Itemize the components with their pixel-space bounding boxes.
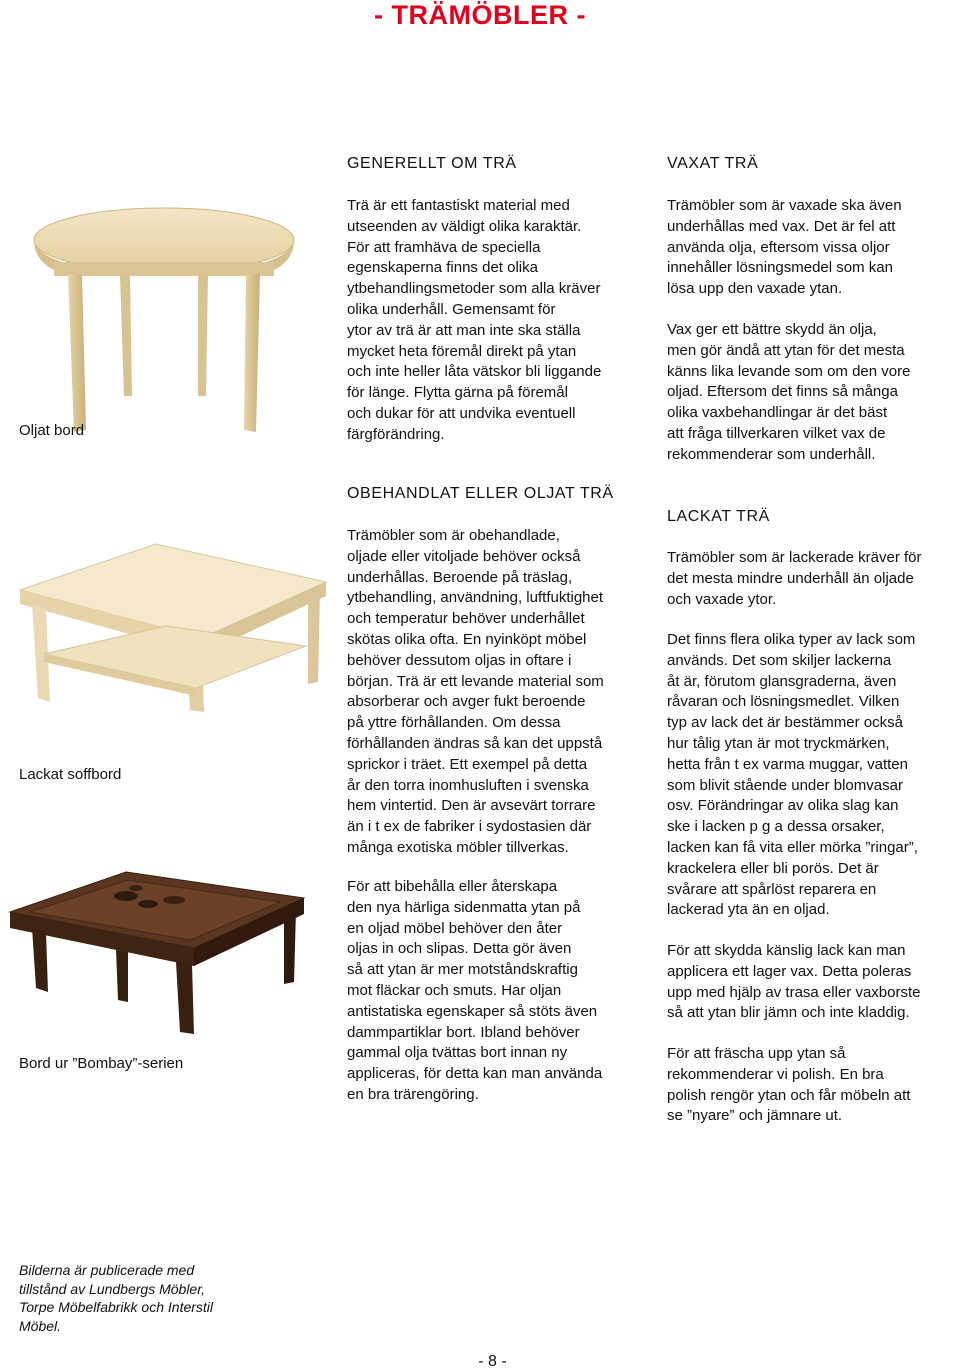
paragraph-waxed-wood-2: Vax ger ett bättre skydd än olja, men gör ändå att ytan för det mesta känns lika levande som om den vore oljad. Eftersom det finns så många olika vaxbehandlingar är det bäst att fråga tillverkaren vilket vax de rekommenderar som underhåll. [667, 321, 911, 463]
paragraph-general-wood: Trä är ett fantastiskt material med utseenden av väldigt olika karaktär. För att framhäva de speciella egenskaperna finns det olika ytbehandlingsmetoder som alla kräver olika underhåll. Gemensamt för ytor av trä är att man inte ska ställa mycket heta föremål direkt på ytan och inte heller låta vätskor bli liggande för länge. Flytta gärna på föremål och dukar för att undvika eventuell färgförändring. [347, 197, 602, 443]
image-caption-bombay-table: Bord ur ”Bombay”-serien [19, 1055, 184, 1072]
image-credit-note: Bilderna är publicerade med tillstånd av Lundbergs Möbler, Torpe Möbelfabrikk och Interstil Möbel. [19, 1262, 214, 1334]
paragraph-lacquered-wood-4: För att fräscha upp ytan så rekommenderar vi polish. En bra polish rengör ytan och får möbeln att se ”nyare” och jämnare ut. [667, 1045, 911, 1125]
image-caption-lacquered-table: Lackat soffbord [19, 766, 122, 783]
paragraph-lacquered-wood-3: För att skydda känslig lack kan man applicera ett lager vax. Detta poleras upp med hjälp av trasa eller vaxborste så att ytan blir jämn och inte kladdig. [667, 942, 921, 1022]
paragraph-untreated-wood-1: Trämöbler som är obehandlade, oljade eller vitoljade behöver också underhållas. Beroende på träslag, ytbehandling, användning, luftfuktighet och temperatur behöver underhållet skötas olika ofta. En nyinköpt möbel behöver dessutom oljas in oftare i början. Trä är ett levande material som absorberar och avger fukt beroende på yttre förhållanden. Om dessa förhållanden ändras så kan det uppstå sprickor i träet. Ett exempel på detta år den torra inomhusluften i svenska hem vintertid. Den är avsevärt torrare än i t ex de fabriker i sydostasien där många exotiska möbler tillverkas. [347, 527, 604, 856]
paragraph-untreated-wood-2: För att bibehålla eller återskapa den nya härliga sidenmatta ytan på en oljad möbel behöver den åter oljas in och slipas. Detta gör även så att ytan är mer motståndskraftig mot fläckar och smuts. Har oljan antistatiska egenskaper så stöts även dammpartiklar bort. Ibland behöver gammal olja tvättas bort innan ny appliceras, för detta kan man använda en bra trärengöring. [347, 878, 603, 1103]
lacquered-coffee-table-photo [16, 530, 328, 715]
heading-lacquered-wood: LACKAT TRÄ [667, 508, 770, 525]
dark-wood-table-photo [8, 852, 308, 1037]
paragraph-waxed-wood-1: Trämöbler som är vaxade ska även underhållas med vax. Det är fel att använda olja, eftersom vissa oljor innehåller lösningsmedel som kan lösa upp den vaxade ytan. [667, 197, 902, 298]
heading-waxed-wood: VAXAT TRÄ [667, 155, 759, 172]
image-caption-oiled-table: Oljat bord [19, 422, 85, 439]
page-number: - 8 - [478, 1353, 507, 1370]
paragraph-lacquered-wood-2: Det finns flera olika typer av lack som används. Det som skiljer lackerna åt är, förutom glansgraderna, även råvaran och lösningsmedlet. Vilken typ av lack det är bestämmer också hur tålig ytan är mot tryckmärken, hetta från t ex varma muggar, vatten som blivit stående under blomvasar osv. Förändringar av olika slag kan ske i lacken p g a dessa orsaker, lacken kan få vita eller mörka ”ringar”, krackelera eller bli porös. Det är svårare att spårlöst reparera en lackerad yta än en oljad. [667, 631, 918, 919]
round-oak-table-photo [24, 200, 304, 445]
page-title: - TRÄMÖBLER - [374, 0, 586, 30]
paragraph-lacquered-wood-1: Trämöbler som är lackerade kräver för det mesta mindre underhåll än oljade och vaxade ytor. [667, 549, 922, 608]
heading-untreated-wood: OBEHANDLAT ELLER OLJAT TRÄ [347, 485, 614, 502]
heading-general-wood: GENERELLT OM TRÄ [347, 155, 517, 172]
